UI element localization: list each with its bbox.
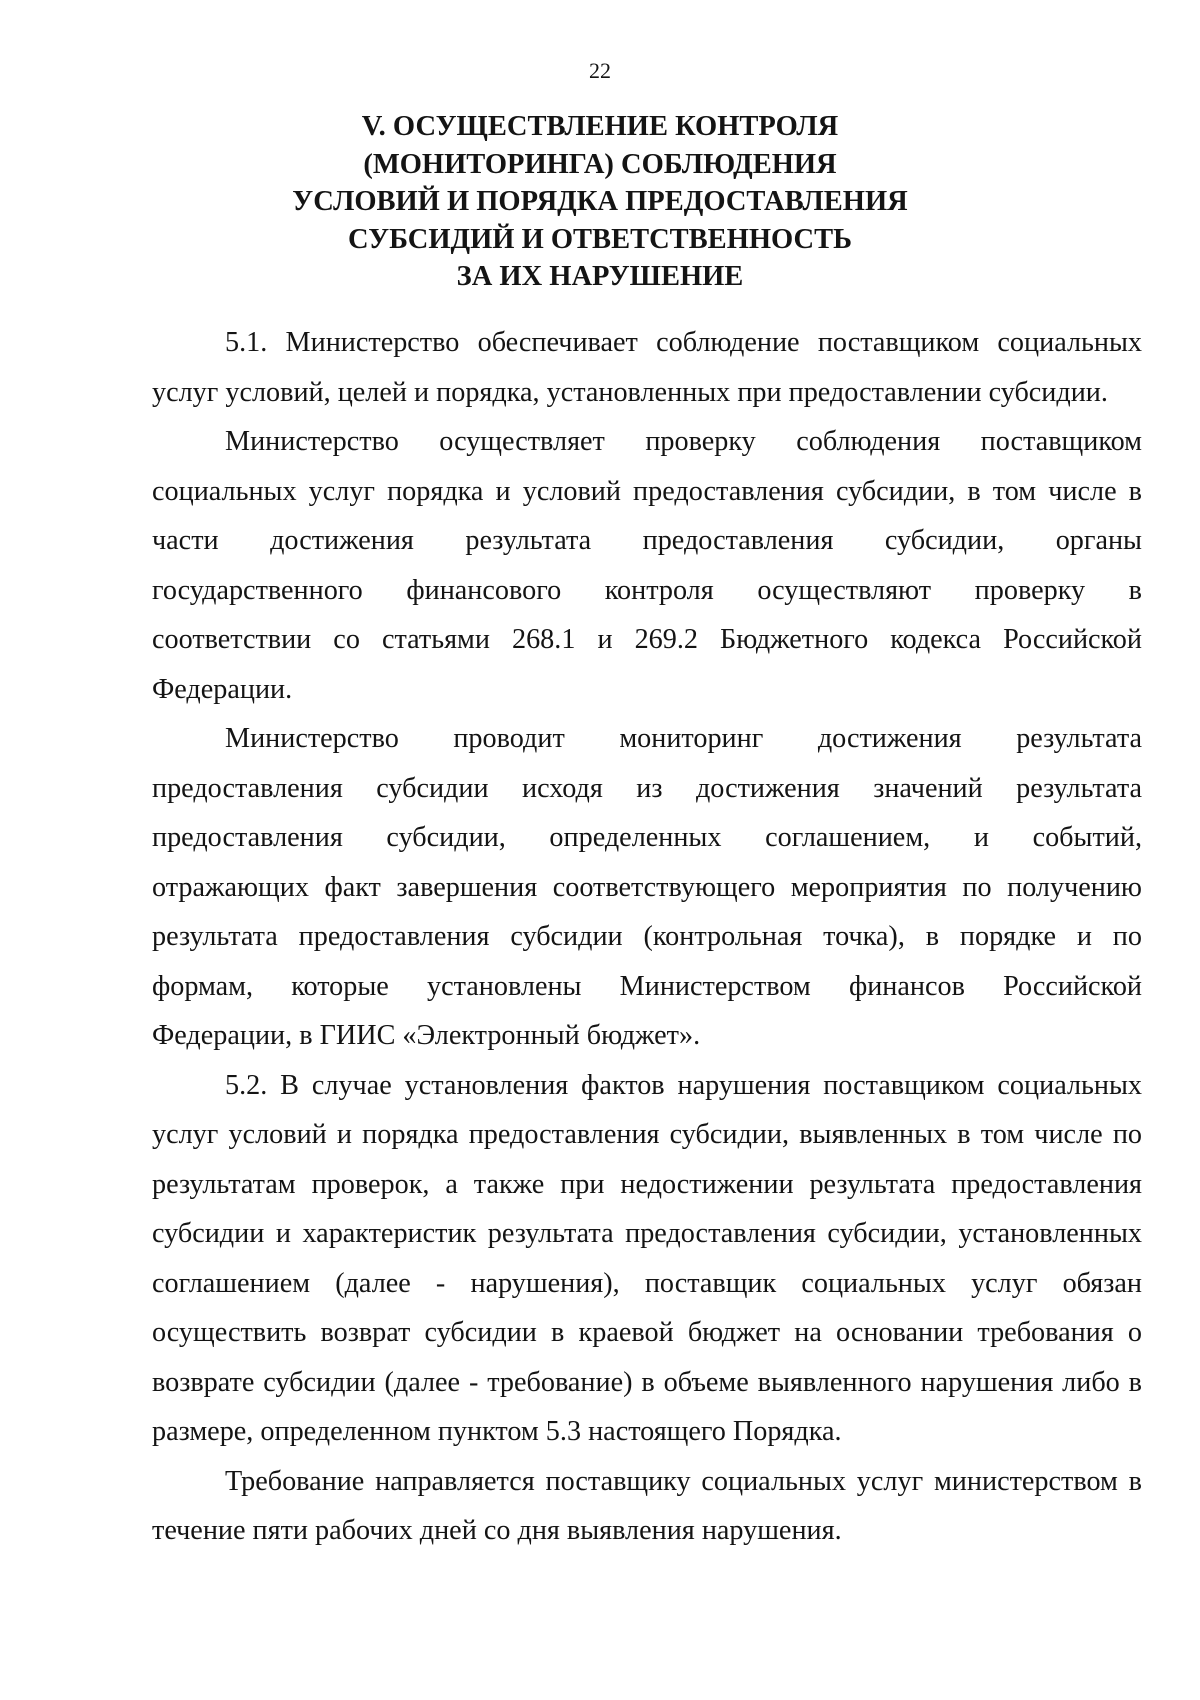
text-line: Министерство осуществляет проверку соблюдения поставщиком (225, 426, 1142, 457)
paragraph-monitoring (152, 714, 1142, 1061)
text-line: 5.2. В случае установления фактов нарушения поставщиком социальных (225, 1069, 1142, 1101)
paragraph-verification (152, 417, 1142, 714)
section-heading (0, 108, 1200, 296)
text-line: течение пяти рабочих дней со дня выявления нарушения. (152, 1515, 842, 1546)
paragraph-5-2 (152, 1061, 1142, 1457)
text-line: Федерации, в ГИИС «Электронный бюджет». (152, 1020, 701, 1051)
heading-line: СУБСИДИЙ И ОТВЕТСТВЕННОСТЬ (348, 223, 852, 255)
paragraph-5-1 (152, 318, 1142, 417)
heading-line: (МОНИТОРИНГА) СОБЛЮДЕНИЯ (363, 148, 837, 180)
text-line: 5.1. Министерство обеспечивает соблюдение поставщиком социальных (225, 327, 1142, 358)
heading-line: УСЛОВИЙ И ПОРЯДКА ПРЕДОСТАВЛЕНИЯ (292, 186, 908, 217)
text-line: осуществить возврат субсидии в краевой бюджет на основании требования о (152, 1317, 1142, 1348)
text-line: части достижения результата предоставления субсидии, органы (152, 525, 1142, 556)
document-body (152, 318, 1142, 1556)
text-line: Министерство проводит мониторинг достижения результата (225, 723, 1142, 754)
text-line: предоставления субсидии, определенных соглашением, и событий, (152, 822, 1142, 853)
text-line: размере, определенном пунктом 5.3 настоящего Порядка. (152, 1416, 842, 1447)
page-number: 22 (589, 58, 611, 83)
text-line: результата предоставления субсидии (контрольная точка), в порядке и по (152, 921, 1142, 952)
text-line: формам, которые установлены Министерством финансов Российской (152, 970, 1142, 1002)
text-line: результатам проверок, а также при недостижении результата предоставления (152, 1168, 1142, 1200)
text-line: субсидии и характеристик результата предоставления субсидии, установленных (152, 1218, 1142, 1249)
text-line: Требование направляется поставщику социальных услуг министерством в (225, 1465, 1142, 1497)
text-line: услуг условий, целей и порядка, установленных при предоставлении субсидии. (152, 376, 1108, 408)
text-line: социальных услуг порядка и условий предоставления субсидии, в том числе в (152, 475, 1142, 507)
heading-line: V. ОСУЩЕСТВЛЕНИЕ КОНТРОЛЯ (361, 111, 839, 142)
text-line: соответствии со статьями 268.1 и 269.2 Бюджетного кодекса Российской (152, 624, 1142, 655)
text-line: соглашением (далее - нарушения), поставщик социальных услуг обязан (152, 1267, 1142, 1299)
text-line: отражающих факт завершения соответствующего мероприятия по получению (152, 871, 1142, 903)
paragraph-requirement (152, 1457, 1142, 1556)
text-line: услуг условий и порядка предоставления субсидии, выявленных в том числе по (152, 1119, 1142, 1150)
heading-line: ЗА ИХ НАРУШЕНИЕ (456, 261, 744, 292)
text-line: Федерации. (152, 673, 293, 705)
text-line: предоставления субсидии исходя из достижения значений результата (152, 772, 1142, 804)
text-line: государственного финансового контроля осуществляют проверку в (152, 574, 1142, 606)
text-line: возврате субсидии (далее - требование) в объеме выявленного нарушения либо в (152, 1366, 1142, 1398)
